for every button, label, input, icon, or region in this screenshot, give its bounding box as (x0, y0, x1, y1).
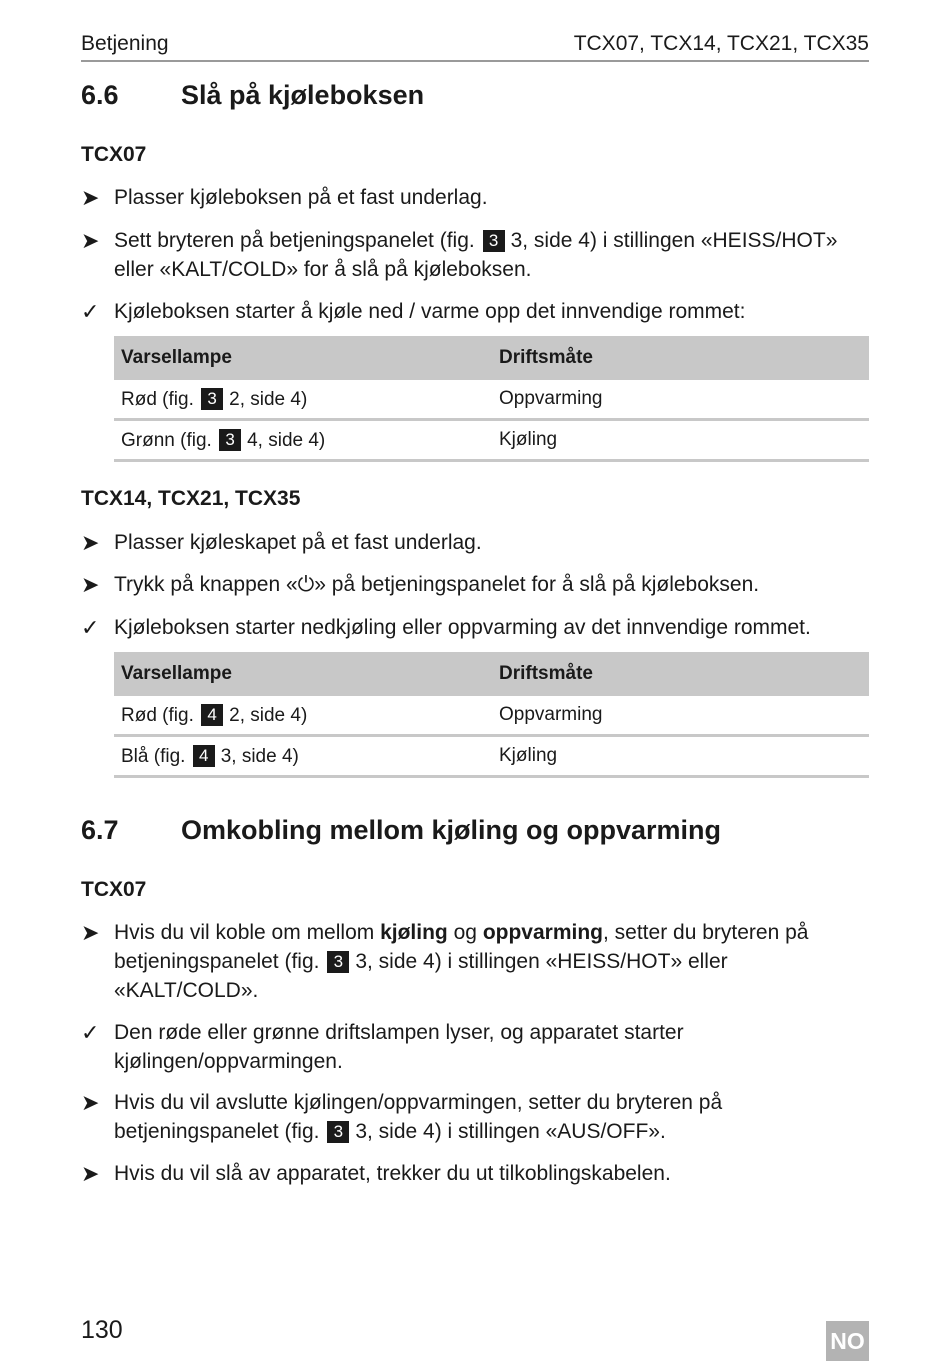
step-arrow-icon: ➤ (81, 920, 100, 945)
table-header-row (114, 652, 869, 696)
result-item (81, 613, 871, 642)
result-text: Den røde eller grønne driftslampen lyser, og apparatet starter kjølingen/oppvarmingen. (114, 1021, 684, 1073)
figure-reference-badge: 3 (483, 230, 505, 252)
indicator-table (114, 652, 869, 778)
result-text: Kjøleboksen starter nedkjøling eller oppvarming av det innvendige rommet. (114, 616, 811, 639)
table-header-cell: Varsellampe (114, 336, 492, 380)
step-text: Hvis du vil koble om mellom kjøling og oppvarming, setter du bryteren på betjeningspanelet (fig. 3 3, side 4) i stillingen «HEISS/HOT» eller «KALT/COLD». (114, 921, 809, 1002)
section-number: 6.6 (81, 80, 119, 110)
figure-reference-badge: 4 (193, 745, 215, 767)
table-header-cell: Driftsmåte (492, 652, 869, 696)
subheading-tcx07: TCX07 (81, 143, 147, 166)
step-item (81, 1088, 871, 1146)
step-text: Plasser kjøleboksen på et fast underlag. (114, 186, 488, 209)
table-cell: Oppvarming (492, 380, 869, 420)
subheading-tcx14-21-35: TCX14, TCX21, TCX35 (81, 487, 301, 510)
result-item (81, 297, 871, 326)
table-cell: Kjøling (492, 736, 869, 777)
table-row (114, 380, 869, 420)
indicator-table (114, 336, 869, 462)
step-arrow-icon: ➤ (81, 1161, 100, 1186)
step-item (81, 226, 871, 284)
step-arrow-icon: ➤ (81, 572, 100, 597)
step-arrow-icon: ➤ (81, 530, 100, 555)
header-models: TCX07, TCX14, TCX21, TCX35 (573, 32, 869, 55)
language-badge: NO (826, 1321, 869, 1361)
table-cell: Blå (fig. 4 3, side 4) (114, 736, 492, 777)
section-title: Slå på kjøleboksen (181, 80, 425, 110)
table-header-row (114, 336, 869, 380)
table-row (114, 696, 869, 736)
table-cell: Rød (fig. 3 2, side 4) (114, 380, 492, 420)
page-number: 130 (81, 1316, 123, 1344)
table-header-cell: Driftsmåte (492, 336, 869, 380)
step-text: Hvis du vil avslutte kjølingen/oppvarmingen, setter du bryteren på betjeningspanelet (fig. 3 3, side 4) i stillingen «AUS/OFF». (114, 1091, 723, 1143)
figure-reference-badge: 3 (201, 388, 223, 410)
step-text: Hvis du vil slå av apparatet, trekker du ut tilkoblingskabelen. (114, 1162, 671, 1185)
table-row (114, 420, 869, 461)
table-cell: Grønn (fig. 3 4, side 4) (114, 420, 492, 461)
figure-reference-badge: 3 (327, 951, 349, 973)
step-item (81, 570, 871, 599)
table-cell: Oppvarming (492, 696, 869, 736)
result-text: Kjøleboksen starter å kjøle ned / varme opp det innvendige rommet: (114, 300, 746, 323)
step-arrow-icon: ➤ (81, 1090, 100, 1115)
step-text: Sett bryteren på betjeningspanelet (fig. 3 3, side 4) i stillingen «HEISS/HOT» eller «KALT/COLD» for å slå på kjøleboksen. (114, 229, 838, 281)
table-row (114, 736, 869, 777)
step-text: Trykk på knappen «⏻» på betjeningspanelet for å slå på kjøleboksen. (114, 573, 760, 596)
section-heading-6-6 (81, 78, 424, 112)
section-heading-6-7 (81, 813, 721, 847)
power-icon: ⏻ (297, 573, 315, 596)
header-section: Betjening (81, 32, 169, 55)
step-item (81, 1159, 871, 1188)
checkmark-icon: ✓ (81, 299, 100, 324)
step-item (81, 183, 871, 212)
figure-reference-badge: 3 (327, 1121, 349, 1143)
table-cell: Kjøling (492, 420, 869, 461)
step-arrow-icon: ➤ (81, 185, 100, 210)
checkmark-icon: ✓ (81, 615, 100, 640)
figure-reference-badge: 3 (219, 429, 241, 451)
subheading-tcx07: TCX07 (81, 878, 147, 901)
table-header-cell: Varsellampe (114, 652, 492, 696)
table-cell: Rød (fig. 4 2, side 4) (114, 696, 492, 736)
figure-reference-badge: 4 (201, 704, 223, 726)
step-arrow-icon: ➤ (81, 228, 100, 253)
checkmark-icon: ✓ (81, 1020, 100, 1045)
section-number: 6.7 (81, 815, 119, 845)
step-item (81, 918, 871, 1005)
result-item (81, 1018, 871, 1076)
page-header (81, 30, 869, 62)
step-text: Plasser kjøleskapet på et fast underlag. (114, 531, 482, 554)
step-item (81, 528, 871, 557)
section-title: Omkobling mellom kjøling og oppvarming (181, 815, 722, 845)
